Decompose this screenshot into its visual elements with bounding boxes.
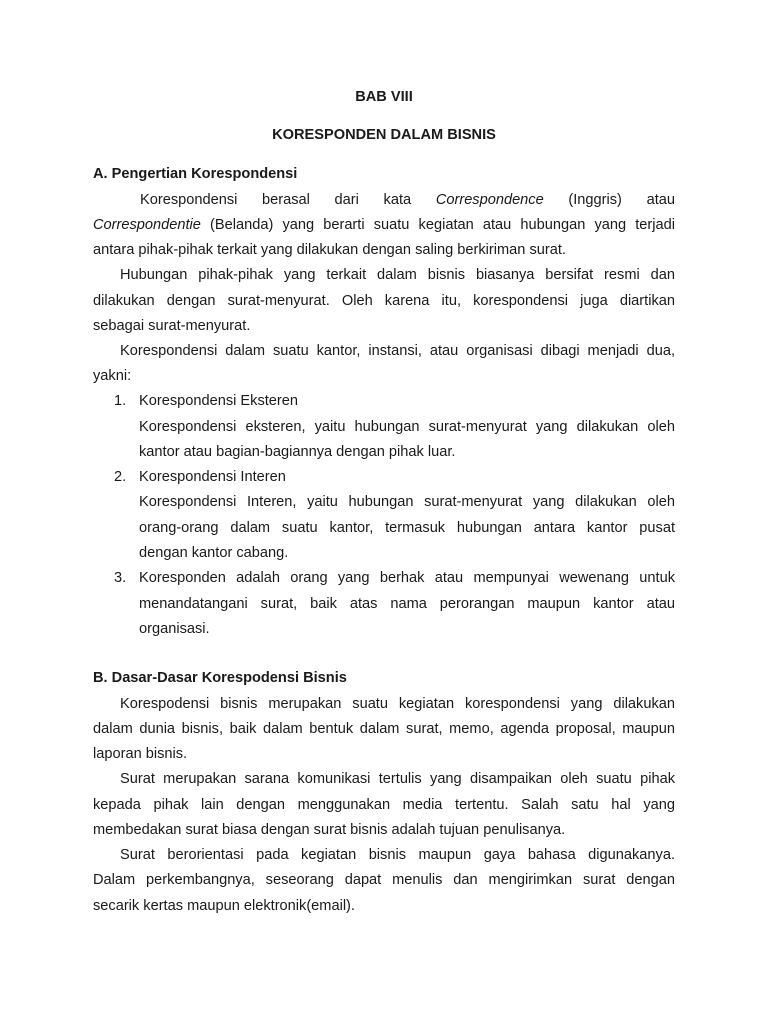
paragraph-line: secarik kertas maupun elektronik(email). [93, 898, 355, 914]
chapter-label: BAB VIII [355, 89, 413, 105]
list-item-line: organisasi. [139, 621, 210, 637]
section-a-heading: A. Pengertian Korespondensi [93, 166, 298, 182]
list-item-line: orang-orang dalam suatu kantor, termasuk hubungan antara kantor pusat [139, 520, 675, 536]
list-item-title: Korespondensi Interen [139, 469, 286, 485]
paragraph-line: dalam dunia bisnis, baik dalam bentuk dalam surat, memo, agenda proposal, maupun [93, 721, 675, 737]
paragraph-line: Correspondentie (Belanda) yang berarti suatu kegiatan atau hubungan yang terjadi [93, 217, 675, 233]
list-item-line: Korespondensi Interen, yaitu hubungan surat-menyurat yang dilakukan oleh [139, 494, 675, 510]
paragraph-line: Korespondensi dalam suatu kantor, instansi, atau organisasi dibagi menjadi dua, [120, 343, 675, 359]
paragraph-line: Hubungan pihak-pihak yang terkait dalam bisnis biasanya bersifat resmi dan [120, 267, 675, 283]
list-item-line: Korespondensi eksteren, yaitu hubungan surat-menyurat yang dilakukan oleh [139, 419, 675, 435]
italic-term: Correspondence [435, 192, 544, 208]
paragraph-line: kepada pihak lain dengan menggunakan media tertentu. Salah satu hal yang [93, 797, 675, 813]
list-item-line: menandatangani surat, baik atas nama perorangan maupun kantor atau [139, 596, 675, 612]
italic-term: Correspondentie [93, 217, 201, 233]
paragraph-line: Dalam perkembangnya, seseorang dapat menulis dan mengirimkan surat dengan [93, 872, 675, 888]
paragraph-line: membedakan surat biasa dengan surat bisnis adalah tujuan penulisanya. [93, 822, 566, 838]
paragraph-line: Surat merupakan sarana komunikasi tertulis yang disampaikan oleh suatu pihak [120, 771, 675, 787]
list-item-line: kantor atau bagian-bagiannya dengan pihak luar. [139, 444, 456, 460]
paragraph-line: dilakukan dengan surat-menyurat. Oleh karena itu, korespondensi juga diartikan [93, 293, 675, 309]
paragraph-line: antara pihak-pihak terkait yang dilakukan dengan saling berkiriman surat. [93, 242, 566, 258]
list-item-number: 2. [114, 469, 127, 485]
paragraph-line: yakni: [93, 368, 132, 384]
list-item-line: Koresponden adalah orang yang berhak atau mempunyai wewenang untuk [139, 570, 675, 586]
document-page [93, 0, 675, 1024]
paragraph-line: Surat berorientasi pada kegiatan bisnis maupun gaya bahasa digunakanya. [120, 847, 675, 863]
section-b-heading: B. Dasar-Dasar Korespodensi Bisnis [93, 670, 347, 686]
list-item-number: 3. [114, 570, 127, 586]
list-item-title: Korespondensi Eksteren [139, 393, 299, 409]
paragraph-line: Korespodensi bisnis merupakan suatu kegiatan korespondensi yang dilakukan [120, 696, 675, 712]
list-item-number: 1. [114, 393, 127, 409]
document-title: KORESPONDEN DALAM BISNIS [272, 127, 496, 143]
paragraph-line: sebagai surat-menyurat. [93, 318, 251, 334]
paragraph-line: laporan bisnis. [93, 746, 188, 762]
list-item-line: dengan kantor cabang. [139, 545, 289, 561]
paragraph-line: Korespondensi berasal dari kata Correspondence (Inggris) atau [140, 192, 675, 208]
